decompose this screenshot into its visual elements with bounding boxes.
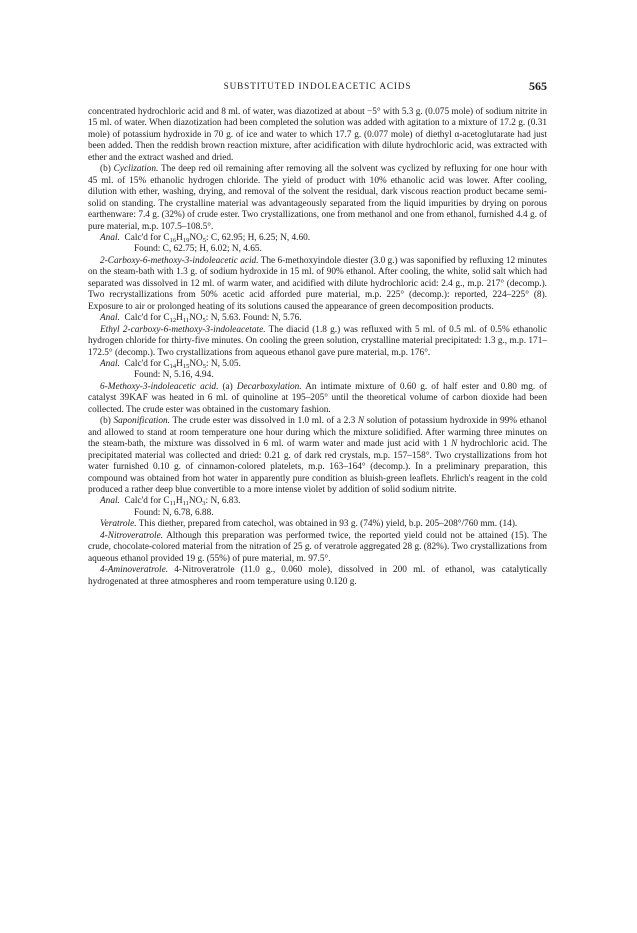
- section-title-carboxy-acid: 2-Carboxy-6-methoxy-3-indoleacetic acid.: [100, 255, 259, 266]
- paragraph-ethyl-ester: [88, 325, 547, 359]
- paragraph-text: solution of potassium hydroxide in 99% ethanol and allowed to stand at room temperature one hour during which the mixture solidified. After warming three minutes on the steam-bath, the mixture was dissolved in 6 ml. of warm water and made just acid with 1: [88, 416, 548, 450]
- anal-values: : N, 6.83.: [205, 496, 241, 507]
- section-title-aminoveratrole: 4-Aminoveratrole.: [100, 565, 169, 576]
- formula-element: NO: [189, 232, 203, 243]
- formula-subscript: 3: [202, 500, 206, 508]
- formula-subscript: 11: [182, 317, 190, 325]
- formula-subscript: 15: [182, 362, 190, 370]
- formula-subscript: 14: [169, 362, 177, 370]
- formula-element: H: [176, 313, 183, 324]
- paragraph-text: The crude ester was dissolved in 1.0 ml. of a 2.3: [170, 416, 358, 427]
- formula-subscript: 5: [202, 317, 206, 325]
- found-line-3: Found: N, 5.16, 4.94.: [134, 370, 214, 381]
- anal-label: Anal.: [100, 313, 120, 324]
- analysis-line-2: [88, 313, 547, 324]
- paragraph-nitroveratrole: [88, 531, 547, 565]
- section-title-ethyl-ester: Ethyl 2-carboxy-6-methoxy-3-indoleacetate.: [100, 324, 266, 335]
- paragraph-saponification: [88, 416, 547, 496]
- formula-subscript: 16: [169, 236, 177, 244]
- paragraph-text: Although this preparation was performed twice, the reported yield could not be attained (15). The crude, chocolate-colored material from the nitration of 25 g. of veratrole aggregated 28 g. (82%). Two crystallizations from aqueous ethanol provided 19 g. (55%) of pure material, m. 97.5°.: [88, 530, 547, 564]
- anal-label: Anal.: [100, 358, 120, 369]
- anal-calc: Calc'd for C: [124, 232, 170, 243]
- paragraph-text: hydrochloric acid. The precipitated material was collected and dried: 0.21 g. of dark red crystals, m.p. 157–158°. Two crystallizations from hot water furnished 0.10 g. of cinnamon-colored platelets, m.p. 163–164° (decomp.). In a preliminary preparation, this compound was obtained from hot water in apparently pure condition as bluish-green leaflets. Ehrlich's reagent in the cold produced a rather deep blue convertible to a more intense violet by addition of solid sodium nitrite.: [88, 439, 547, 495]
- paragraph-lead: (b): [100, 164, 114, 175]
- paragraph-text: The diacid (1.8 g.) was refluxed with 5 ml. of 0.5 ml. of 0.5% ethanolic hydrogen chloride for thirty-five minutes. On cooling the green solution, crystalline material precipitated: 1.3 g., m.p. 171–172.5° (decomp.). Two crystallizations from aqueous ethanol gave pure material, m.p. 176°.: [88, 324, 547, 358]
- paragraph-aminoveratrole: [88, 565, 547, 588]
- section-title-saponification: Saponification.: [113, 416, 171, 427]
- anal-calc: Calc'd for C: [124, 496, 170, 507]
- anal-label: Anal.: [100, 496, 120, 507]
- paragraph-methoxy-indoleacetic: [88, 382, 547, 416]
- section-title-methoxy-indoleacetic: 6-Methoxy-3-indoleacetic acid.: [100, 381, 219, 392]
- formula-subscript: 5: [202, 362, 207, 370]
- anal-calc: Calc'd for C: [124, 358, 170, 369]
- anal-values: : C, 62.95; H, 6.25; N, 4.60.: [206, 232, 311, 243]
- formula-subscript: 5: [202, 236, 207, 244]
- paragraph-text: The 6-methoxyindole diester (3.0 g.) was saponified by refluxing 12 minutes on the steam-bath with 1.3 g. of sodium hydroxide in 15 ml. of 90% ethanol. After cooling, the white, solid salt which had separated was dissolved in 12 ml. of warm water, and acidified with dilute hydrochloric acid: 2.4 g., m.p. 217° (decomp.). Two recrystallizations from 50% acetic acid afforded pure material, m.p. 225° (decomp.): reported, 224–225° (8). Exposure to air or prolonged heating of its solutions caused the appearance of green decomposition products.: [88, 255, 547, 312]
- formula-element: NO: [188, 496, 203, 507]
- normality-symbol: N: [357, 416, 365, 427]
- formula-element: H: [176, 232, 183, 243]
- anal-values: : N, 5.63. Found: N, 5.76.: [205, 313, 302, 324]
- section-title-veratrole: Veratrole.: [100, 519, 137, 530]
- running-title: SUBSTITUTED INDOLEACETIC ACIDS: [223, 81, 412, 91]
- paragraph-carboxy-acid: [88, 256, 547, 313]
- section-title-cyclization: Cyclization.: [113, 164, 159, 175]
- analysis-line-1: [88, 233, 547, 244]
- anal-values: : N, 5.05.: [206, 358, 241, 369]
- analysis-line-4: [88, 496, 547, 507]
- found-line-4: Found: N, 6.78, 6.88.: [134, 507, 214, 518]
- section-title-nitroveratrole: 4-Nitroveratrole.: [100, 530, 164, 541]
- anal-label: Anal.: [100, 232, 120, 243]
- formula-element: H: [175, 496, 183, 507]
- running-header: [88, 79, 547, 93]
- paragraph-lead: (a): [218, 381, 237, 392]
- paragraph-diazotization: concentrated hydrochloric acid and 8 ml. of water, was diazotized at about −5° with 5.3 g. (0.075 mole) of sodium nitrite in 15 ml. of water. When diazotization had been completed the solution was added with agitation to a mixture of 17.2 g. (0.31 mole) of potassium hydroxide in 70 g. of ice and water to which 17.7 g. (0.077 mole) of diethyl α-acetoglutarate had just been added. Then the reddish brown reaction mixture, after acidification with dilute hydrochloric acid, was extracted with ether and the extract washed and dried.: [88, 107, 547, 163]
- paragraph-text: This diether, prepared from catechol, was obtained in 93 g. (74%) yield, b.p. 205–208°/760 mm. (14).: [136, 519, 518, 530]
- paragraph-text: An intimate mixture of 0.60 g. of half ester and 0.80 mg. of catalyst 39KAF was heated in 6 ml. of quinoline at 195–205° until the theoretical volume of carbon dioxide had been collected. The crude ester was obtained in the customary fashion.: [88, 381, 547, 415]
- analysis-line-3: [88, 359, 547, 370]
- formula-subscript: 19: [182, 236, 190, 244]
- formula-subscript: 11: [182, 500, 189, 508]
- formula-element: NO: [189, 313, 203, 324]
- paragraph-text: The deep red oil remaining after removing all the solvent was cyclized by refluxing for one hour with 45 ml. of 15% ethanolic hydrogen chloride. The yield of product with 10% ethanolic acid was lower. After cooling, dilution with ether, washing, drying, and removal of the solvent the residual, dark viscous reaction product became semi-solid on standing. The crystalline material was advantageously separated from the liquid impurities by drying on porous earthenware: 7.4 g. (32%) of crude ester. Two crystallizations, one from methanol and one from ethanol, furnished 4.4 g. of pure material, m.p. 107.5–108.5°.: [88, 164, 547, 232]
- normality-symbol: N: [450, 439, 458, 450]
- formula-subscript: 12: [169, 317, 177, 325]
- formula-element: NO: [189, 358, 203, 369]
- article-body: [88, 107, 547, 588]
- section-subtitle-decarboxylation: Decarboxylation.: [236, 381, 302, 392]
- paragraph-veratrole: [88, 519, 547, 530]
- found-line-1: Found: C, 62.75; H, 6.02; N, 4.65.: [134, 244, 262, 255]
- formula-subscript: 11: [169, 500, 176, 508]
- paragraph-text: 4-Nitroveratrole (11.0 g., 0.060 mole), dissolved in 200 ml. of ethanol, was catalytically hydrogenated at three atmospheres and room temperature using 0.120 g.: [88, 565, 547, 587]
- formula-element: H: [176, 358, 183, 369]
- paragraph-cyclization: [88, 164, 547, 233]
- anal-calc: Calc'd for C: [124, 313, 170, 324]
- page-number: 565: [529, 79, 547, 93]
- paragraph-lead: (b): [100, 416, 114, 427]
